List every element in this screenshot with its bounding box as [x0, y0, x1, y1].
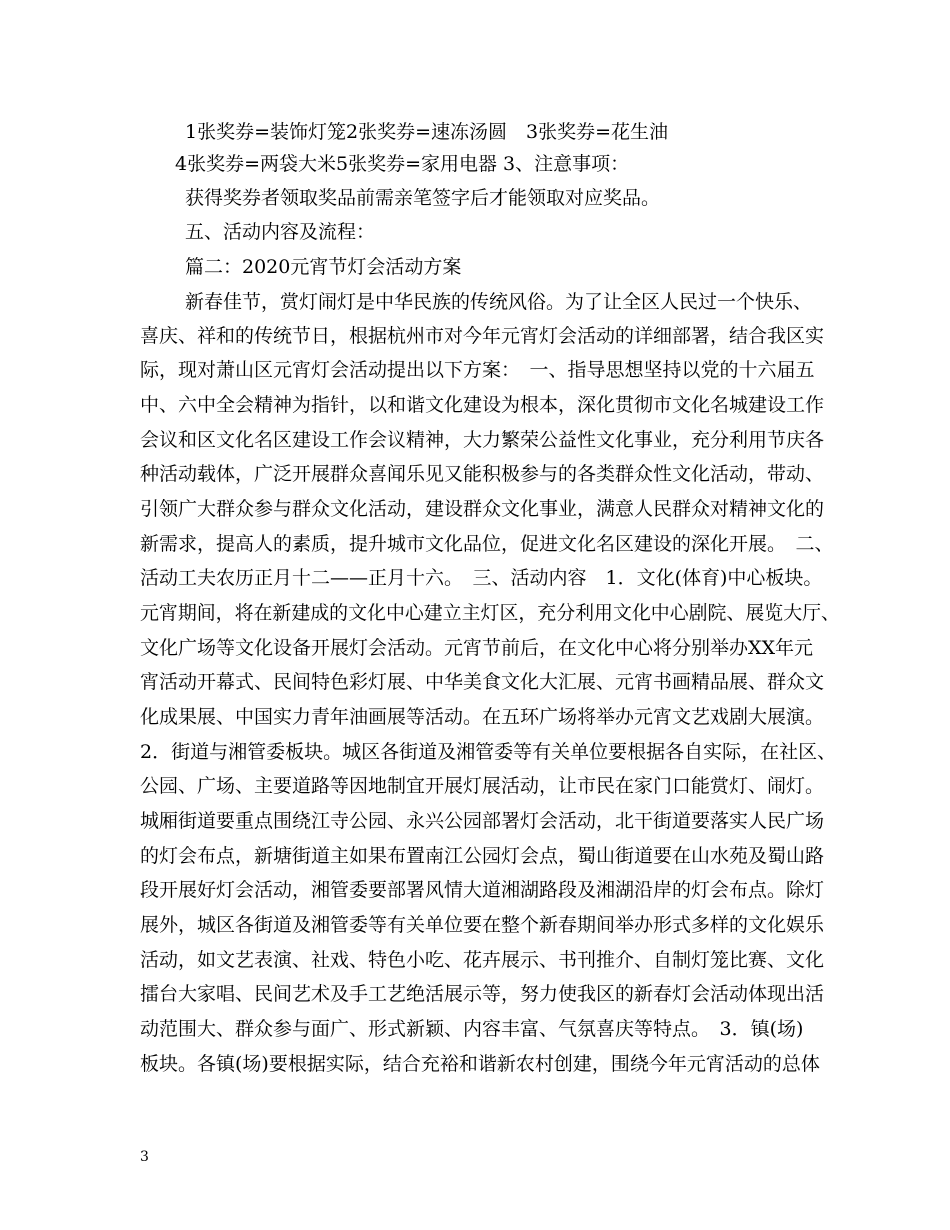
text-line: 2．街道与湘管委板块。城区各街道及湘管委等有关单位要根据各自实际，在社区、	[140, 741, 837, 763]
text-line: 城厢街道要重点围绕江寺公园、永兴公园部署灯会活动，北干街道要落实人民广场	[140, 810, 825, 832]
text-line: 会议和区文化名区建设工作会议精神，大力繁荣公益性文化事业，充分利用节庆各	[140, 429, 825, 451]
text-line: 宵活动开幕式、民间特色彩灯展、中华美食文化大汇展、元宵书画精品展、群众文	[140, 671, 825, 693]
text-line: 喜庆、祥和的传统节日，根据杭州市对今年元宵灯会活动的详细部署，结合我区实	[140, 325, 825, 347]
text-line: 1张奖券=装饰灯笼2张奖券=速冻汤圆 3张奖券=花生油	[185, 121, 669, 143]
text-line: 新需求，提高人的素质，提升城市文化品位，促进文化名区建设的深化开展。 二、	[140, 533, 834, 555]
section-heading: 篇二：2020元宵节灯会活动方案	[185, 256, 462, 278]
text-line: 段开展好灯会活动，湘管委要部署风情大道湘湖路段及湘湖沿岸的灯会布点。除灯	[140, 879, 825, 901]
text-line: 板块。各镇(场)要根据实际，结合充裕和谐新农村创建，围绕今年元宵活动的总体	[140, 1053, 820, 1075]
text-line: 际，现对萧山区元宵灯会活动提出以下方案： 一、指导思想坚持以党的十六届五	[140, 359, 815, 381]
text-line: 展外，城区各街道及湘管委等有关单位要在整个新春期间举办形式多样的文化娱乐	[140, 914, 825, 936]
text-line: 公园、广场、主要道路等因地制宜开展灯展活动，让市民在家门口能赏灯、闹灯。	[140, 775, 825, 797]
text-line: 元宵期间，将在新建成的文化中心建立主灯区，充分利用文化中心剧院、展览大厅、	[140, 602, 840, 624]
text-line: 文化广场等文化设备开展灯会活动。元宵节前后，在文化中心将分别举办XX年元	[140, 637, 814, 659]
text-line: 动范围大、群众参与面广、形式新颖、内容丰富、气氛喜庆等特点。 3．镇(场)	[140, 1018, 804, 1040]
text-line: 新春佳节，赏灯闹灯是中华民族的传统风俗。为了让全区人民过一个快乐、	[185, 291, 813, 313]
text-line: 种活动载体，广泛开展群众喜闻乐见又能积极参与的各类群众性文化活动，带动、	[140, 463, 825, 485]
text-line: 中、六中全会精神为指针，以和谐文化建设为根本，深化贯彻市文化名城建设工作	[140, 394, 825, 416]
text-line: 五、活动内容及流程：	[185, 221, 376, 243]
text-line: 获得奖券者领取奖品前需亲笔签字后才能领取对应奖品。	[185, 187, 661, 209]
text-line: 擂台大家唱、民间艺术及手工艺绝活展示等，努力使我区的新春灯会活动体现出活	[140, 983, 825, 1005]
text-line: 引领广大群众参与群众文化活动，建设群众文化事业，满意人民群众对精神文化的	[140, 498, 825, 520]
page-number: 3	[140, 1149, 149, 1165]
text-line: 的灯会布点，新塘街道主如果布置南江公园灯会点，蜀山街道要在山水苑及蜀山路	[140, 845, 825, 867]
text-line: 活动工夫农历正月十二——正月十六。 三、活动内容 1．文化(体育)中心板块。	[140, 567, 823, 589]
text-line: 4张奖券=两袋大米5张奖券=家用电器 3、注意事项：	[175, 153, 630, 175]
text-line: 化成果展、中国实力青年油画展等活动。在五环广场将举办元宵文艺戏剧大展演。	[140, 706, 825, 728]
text-line: 活动，如文艺表演、社戏、特色小吃、花卉展示、书刊推介、自制灯笼比赛、文化	[140, 949, 825, 971]
